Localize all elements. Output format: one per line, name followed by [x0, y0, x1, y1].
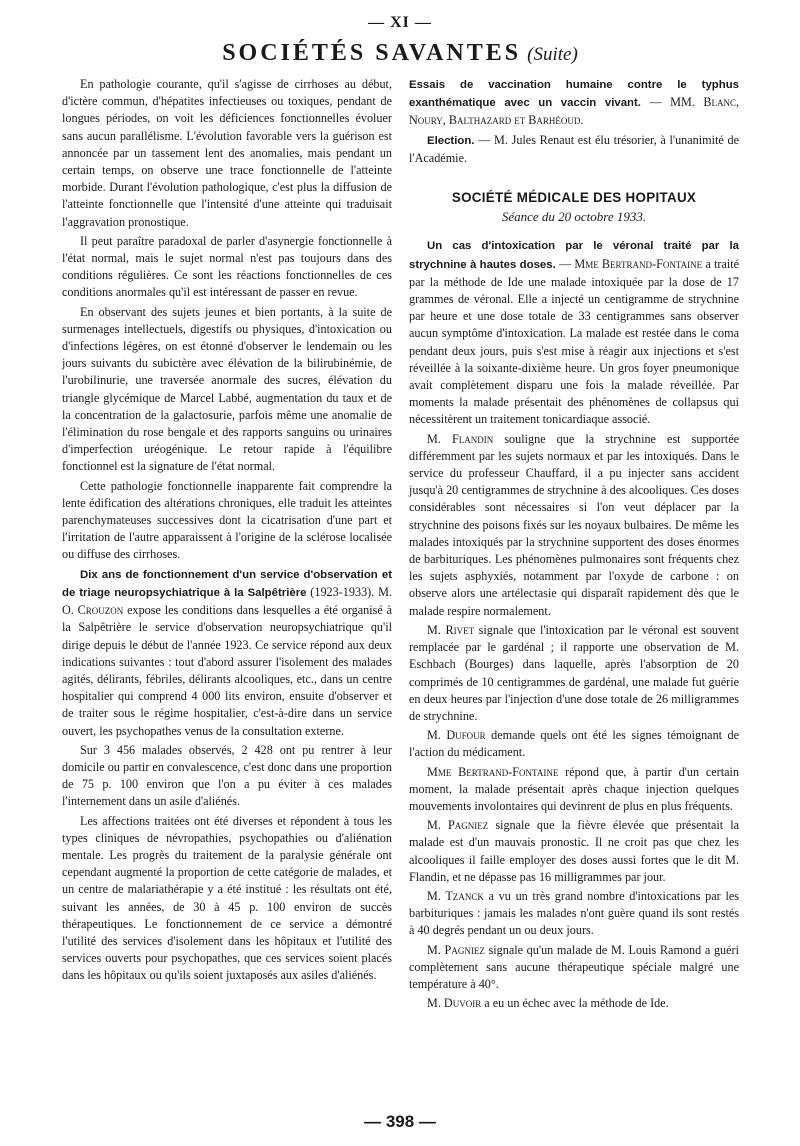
remark-pagniez — [409, 942, 739, 994]
article-text: expose les conditions dans lesquelles a été organisé à la Salpêtrière le service d'observation neuropsychiatrique qu'il dirige depuis le début de l'année 1923. Ce service répond aux deux indications suivantes : tout d'abord assurer l'isolement des malades agités, délirants, fébriles, délirants alcooliques, etc., dans un centre hospitalier qui comprend 4 000 lits environ, ensuite d'observer et de traiter sous le régime hospitalier, c'est-à-dire dans un service ouvert, les psychopathes venus de la consultation externe. — [62, 603, 393, 738]
article-title: Un cas d'intoxication par le véronal traité par la strychnine à hautes doses. — [409, 240, 739, 271]
remark-flandin — [409, 431, 739, 620]
paragraph: Il peut paraître paradoxal de parler d'asynergie fonctionnelle à l'état normal, mais le sujet normal n'est pas toujours dans des conditions régulières. Ce sont les réactions fonctionnelles de ces conditions anormales qu'il est intéressant de passer en revue. — [62, 233, 392, 300]
remark-text: a vu un très grand nombre d'intoxications par les barbituriques : jamais les malades n'ont guère quand ils sont restés à 40 degrés pendant un ou deux jours. — [409, 888, 739, 938]
speaker-name: M. Dufour — [427, 728, 486, 743]
speaker-name: M. Pagniez — [427, 818, 489, 833]
article-title: Essais de vaccination humaine contre le typhus exanthématique avec un vaccin vivant. — [409, 79, 739, 110]
remark-rivet — [409, 622, 739, 725]
section-heading: SOCIÉTÉ MÉDICALE DES HOPITAUX — [451, 190, 697, 206]
election-text: — M. Jules Renaut est élu trésorier, à l'unanimité de l'Académie. — [409, 132, 739, 165]
right-column — [409, 76, 739, 1014]
speaker-name: M. Tzanck — [427, 888, 484, 903]
page-number: — 398 — — [364, 1112, 436, 1131]
speaker-name: M. Flandin — [427, 431, 494, 446]
remark-duvoir — [409, 995, 739, 1012]
paragraph: Cette pathologie fonctionnelle inapparente fait comprendre la lente édification des altérations chroniques, elle traduit les atteintes parenchymateuses successives dont la cicatrisation d'une part et l'irritation de l'autre apparaissent à l'origine de la sclérose localisée ou diffuse des cirrhoses. — [62, 478, 392, 562]
remark-text: signale que l'intoxication par le véronal est souvent remplacée par le gardénal ; il rapporte une observation de M. Eschbach (Bourges) dans laquelle, après l'absorption de 20 comprimés de 10 centigrammes de gardénal, une malade fut guérie en deux heures par l'injection d'une dose totale de 26 milligrammes de strychnine. — [409, 622, 739, 723]
election-notice — [409, 132, 739, 167]
article-veronal — [409, 237, 739, 428]
author-name: — Mme Bertrand-Fontaine — [558, 256, 703, 271]
remark-bertrand-fontaine — [409, 764, 739, 816]
article-years: (1923-1933). — [310, 584, 375, 599]
remark-dufour — [409, 727, 739, 761]
paragraph: Sur 3 456 malades observés, 2 428 ont pu rentrer à leur domicile ou partir en convalescence, c'est donc dans une proportion de 75 p. 100 environ que l'on a pu éviter à ces malades l'internement dans un asile d'aliénés. — [62, 742, 392, 809]
remark-pagniez — [409, 817, 739, 886]
remark-text: signale qu'un malade de M. Louis Ramond a guéri complètement sans aucune thérapeutique spéciale malgré une température à 40°. — [409, 942, 740, 991]
remark-text: souligne que la strychnine est supportée différemment par les sujets normaux et par les intoxiqués. Dans le service du professeur Chauffard, il a pu injecter sans accident jusqu'à 20 centigrammes de strychnine à des alcooliques. Ces doses considérables sont nécessaires si l'on veut déplacer par la strychnine des poisons fixés sur les noyaux bulbaires. De même les malades intoxiqués par la strychnine supportent des doses énormes de barbituriques. Les phénomènes pulmonaires sont fréquents chez les sujets asphyxiés, notamment par l'oxyde de carbone : on observe alors une artélectasie qui disparaît rapidement dès que le malade respire normalement. — [409, 431, 740, 618]
remark-text: signale que la fièvre élevée que présentait la malade est d'un mauvais pronostic. Il ne croit pas que chez les alcooliques il faille employer des doses aussi fortes que le dit M. Flandin, et ne dépasse pas 16 milligrammes par jour. — [409, 818, 740, 884]
article-salpetriere — [62, 566, 392, 740]
speaker-name: M. Pagniez — [427, 942, 485, 957]
election-label: Election. — [427, 134, 475, 147]
article-vaccination — [409, 76, 739, 130]
remark-text: répond que, à partir d'un certain moment, la malade présentait après chaque injection quelques mouvements involontaires qui devinrent de plus en plus fréquents. — [409, 764, 740, 813]
page-title: SOCIÉTÉS SAVANTES — [222, 40, 522, 66]
paragraph: En observant des sujets jeunes et bien portants, à la suite de surmenages intellectuels, digestifs ou physiques, d'intoxication ou d'infections légères, on est étonné d'observer le lendemain ou les jours suivants du subictère avec élévation de la bilirubinémie, de l'urobilinurie, une traversée anormale des sucres, élévation du triangle glycémique de Marcel Labbé, augmentation du taux et de la concentration de la galactosurie, parfois même une anomalie de l'élimination du rose bengale et des rapports sanguins ou urinaires d'imperfection uréogénique. Le retour rapide à l'équilibre fonctionnel est la signature de l'état normal. — [62, 304, 392, 474]
speaker-name: M. Duvoir — [427, 996, 482, 1011]
author-name: M. O. Crouzon — [62, 584, 392, 618]
article-text: a traité par la méthode de Ide une malade intoxiquée par la dose de 17 grammes de véronal. Elle a injecté un centigramme de strychnine par heure et une dose totale de 33 centigrammes sans observer aucun symptôme d'intoxication. La malade est restée dans le coma pendant deux jours, puis s'est mise à réagir aux injections et s'est réveillée à la soixante-dixième heure. Un gros foyer pneumonique avait complètement disparu une fois la malade réveillée. Par moments la malade présentait des phénomènes de collapsus qui nécessitèrent un traitement tonicardiaque associé. — [409, 256, 740, 427]
article-title: Dix ans de fonctionnement d'un service d'observation et de triage neuropsychiatrique à la Salpêtrière — [62, 568, 392, 599]
remark-text: a eu un échec avec la méthode de Ide. — [484, 996, 669, 1011]
left-column — [62, 76, 392, 987]
page-header — [0, 40, 800, 67]
speaker-name: Mme Bertrand-Fontaine — [427, 764, 559, 779]
section-date: Séance du 20 octobre 1933. — [501, 209, 647, 225]
remark-tzanck — [409, 888, 739, 940]
paragraph: Les affections traitées ont été diverses et répondent à tous les types cliniques de névropathies, psychopathies ou d'aliénation mentale. Les progrès du traitement de la paralysie générale ont cependant augmenté la proportion de cette catégorie de malades, et un centre de malariathérapie y a été institué : les résultats ont été, suivant les années, de 30 à 45 p. 100 environ de succès thérapeutiques. Le fonctionnement de ce service a démontré l'utilité des services d'isolement dans les hôpitaux et l'utilité des services ouverts pour psychopathes, que ces services soient placés dans les hôpitaux ou qu'ils soient juxtaposés aux asiles d'aliénés. — [62, 813, 392, 983]
page-roman-numeral: — XI — — [368, 14, 432, 31]
remark-text: demande quels ont été les signes témoignant de l'action du médicament. — [409, 728, 740, 760]
page-title-suffix: (Suite) — [527, 44, 578, 65]
paragraph: En pathologie courante, qu'il s'agisse de cirrhoses au début, d'ictère commun, d'hépatites infectieuses ou toxiques, pendant de longues périodes, on voit les déficiences fonctionnelles évoluer sans aucun parallélisme. L'évolution favorable vers la guérison est annoncée par un tassement lent des anomalies, mais pendant un certain temps, on observe une trace fonctionnelle de l'atteinte morbide. Durant l'évolution pathologique, c'est plus la diffusion de l'atteinte fonctionnelle que l'intensité d'une atteinte qui traduisait l'aggravation pronostique. — [62, 77, 392, 229]
speaker-name: M. Rivet — [427, 622, 475, 637]
author-names: — MM. Blanc, Noury, Balthazard et Barhéoud. — [409, 95, 740, 128]
